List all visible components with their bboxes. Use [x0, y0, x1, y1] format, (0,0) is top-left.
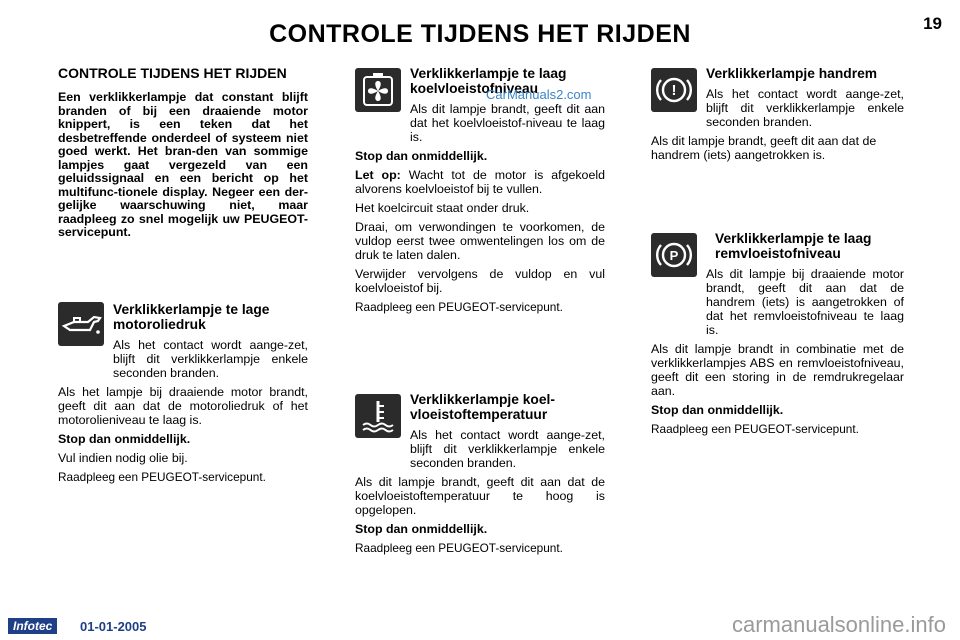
handbrake-section — [651, 66, 904, 167]
svg-text:P: P — [669, 248, 679, 263]
coolant-level-section — [355, 66, 605, 319]
coolant-level-p3: Draai, om verwondingen te voorkomen, de vuldop eerst twee omwentelingen los om de druk te laten dalen. — [355, 220, 605, 262]
svg-text:!: ! — [671, 82, 677, 99]
brake-fluid-note: Raadpleeg een PEUGEOT-servicepunt. — [651, 422, 859, 436]
coolant-level-let-text: Wacht tot de motor is afgekoeld alvorens koelvloeistof bij te vullen. — [355, 168, 605, 196]
intro-heading: CONTROLE TIJDENS HET RIJDEN — [58, 65, 287, 81]
coolant-level-p2: Het koelcircuit staat onder druk. — [355, 201, 530, 215]
coolant-level-warning — [355, 168, 605, 196]
coolant-level-p1: Als dit lampje brandt, geeft dit aan dat het koelvloeistof-niveau te laag is. — [410, 102, 605, 144]
coolant-temperature-p1: Als het contact wordt aange-zet, blijft dit verklikkerlampje enkele seconden branden. — [410, 428, 605, 470]
handbrake-title: Verklikkerlampje handrem — [706, 66, 878, 81]
coolant-level-title: Verklikkerlampje te laag koelvloeistofniveau — [410, 66, 567, 96]
coolant-level-note: Raadpleeg een PEUGEOT-servicepunt. — [355, 300, 563, 314]
coolant-level-stop: Stop dan onmiddellijk. — [355, 149, 488, 163]
oil-pressure-p1: Als het contact wordt aange-zet, blijft dit verklikkerlampje enkele seconden branden. — [113, 338, 308, 380]
oil-pressure-stop: Stop dan onmiddellijk. — [58, 432, 191, 446]
footer-date: 01-01-2005 — [80, 619, 147, 634]
footer-logo: Infotec — [8, 618, 57, 634]
watermark: CarManuals2.com — [486, 87, 592, 102]
coolant-temperature-stop: Stop dan onmiddellijk. — [355, 522, 488, 536]
brake-fluid-p2: Als dit lampje brandt in combinatie met de verklikkerlampjes ABS en remvloeistofniveau, geeft dit een storing in de remdrukregelaar aan. — [651, 342, 904, 398]
coolant-temperature-title: Verklikkerlampje koel-vloeistoftemperatuur — [410, 392, 555, 422]
coolant-level-p4: Verwijder vervolgens de vuldop en vul koelvloeistof bij. — [355, 267, 605, 295]
handbrake-p1: Als het contact wordt aange-zet, blijft dit verklikkerlampje enkele seconden branden. — [706, 87, 904, 129]
coolant-level-let-label: Let op: — [355, 168, 401, 182]
coolant-temperature-section — [355, 392, 605, 560]
oil-pressure-p3: Vul indien nodig olie bij. — [58, 451, 188, 465]
page-title: CONTROLE TIJDENS HET RIJDEN — [269, 20, 691, 48]
coolant-temperature-p2: Als dit lampje brandt, geeft dit aan dat de koelvloeistoftemperatuur te hoog is opgelopen. — [355, 475, 605, 517]
intro-text: Een verklikkerlampje dat constant blijft branden of bij een draaiende motor knippert, is een teken dat het desbetreffende onderdeel of systeem niet goed werkt. Het bran-den van sommige lampjes gaat vergezeld van een geluidssignaal en een bericht op het multifunc-tionele display. Negeer een der-gelijke waarschuwing niet, maar raadpleeg zo snel mogelijk uw PEUGEOT-servicepunt. — [58, 90, 308, 239]
brake-fluid-section — [651, 231, 904, 441]
footer-site: carmanualsonline.info — [731, 612, 946, 637]
brake-fluid-stop: Stop dan onmiddellijk. — [651, 403, 784, 417]
brake-fluid-title: Verklikkerlampje te laag remvloeistofniveau — [715, 231, 872, 261]
intro-section — [58, 66, 308, 245]
oil-pressure-p2: Als het lampje bij draaiende motor brandt, geeft dit aan dat de motoroliedruk of het motorolieniveau te laag is. — [58, 385, 308, 427]
oil-pressure-title: Verklikkerlampje te lage motoroliedruk — [113, 302, 270, 332]
oil-pressure-section — [58, 302, 308, 489]
oil-pressure-note: Raadpleeg een PEUGEOT-servicepunt. — [58, 470, 266, 484]
brake-fluid-p1: Als dit lampje bij draaiende motor brandt, geeft dit aan dat de handrem (iets) is aangetrokken of dat het remvloeistofniveau te laag is. — [706, 267, 904, 337]
coolant-temperature-note: Raadpleeg een PEUGEOT-servicepunt. — [355, 541, 563, 555]
handbrake-p2: Als dit lampje brandt, geeft dit aan dat de handrem (iets) aangetrokken is. — [651, 134, 877, 162]
page-number: 19 — [923, 14, 942, 33]
